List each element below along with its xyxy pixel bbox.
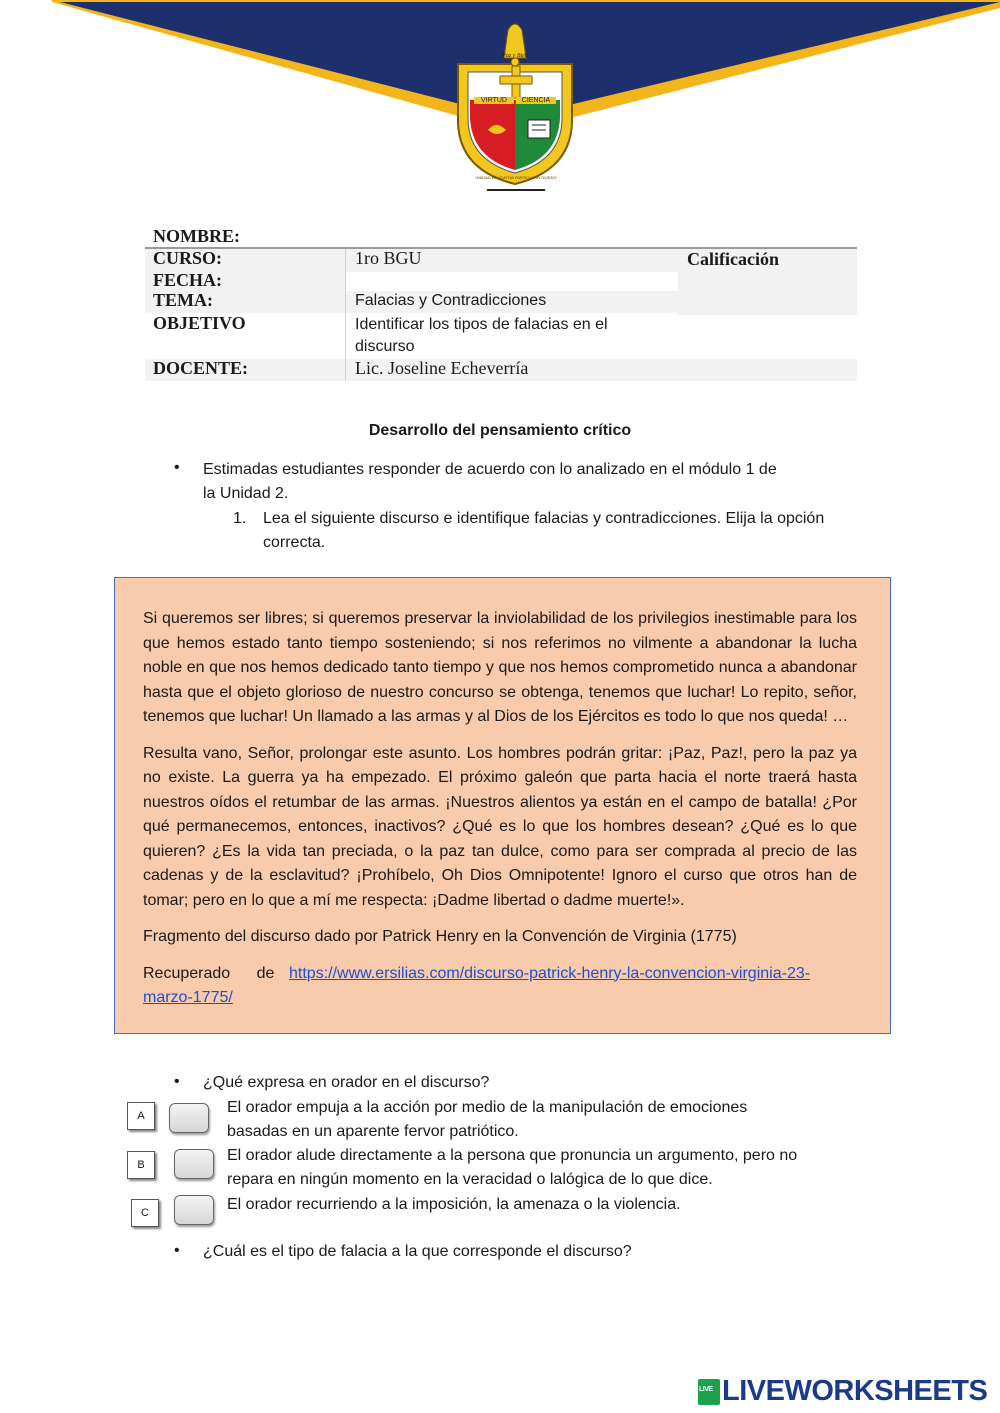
option-a-dropzone[interactable] <box>169 1103 209 1133</box>
question1-bullet: • <box>174 1073 180 1090</box>
section-title: Desarrollo del pensamiento crítico <box>368 422 632 439</box>
row-tema <box>145 291 857 313</box>
fecha-input[interactable] <box>345 272 678 292</box>
row-fecha <box>145 271 678 293</box>
logo-text: LIVEWORKSHEETS <box>722 1375 988 1407</box>
option-c-letter: C <box>131 1199 159 1227</box>
item-number: 1. <box>233 510 247 527</box>
quote-recuperado <box>143 962 857 1011</box>
crest-motto: Paz y Bien <box>502 53 528 59</box>
option-b-line2: repara en ningún momento en la veracidad o lalógica de lo que dice. <box>227 1171 713 1188</box>
question2-bullet: • <box>174 1242 180 1259</box>
objetivo-label: OBJETIVO <box>153 313 246 333</box>
calificacion-label: Calificación <box>687 249 779 269</box>
curso-value: 1ro BGU <box>355 248 422 268</box>
objetivo-line2: discurso <box>355 338 415 355</box>
objetivo-line1: Identificar los tipos de falacias en el <box>355 316 608 333</box>
source-link-line1[interactable]: https://www.ersilias.com/discurso-patrick-henry-la-convencion-virginia-23- <box>289 964 811 982</box>
option-a-line2: basadas en un aparente fervor patriótico. <box>227 1123 519 1140</box>
crest-label-left: VIRTUD <box>474 97 514 104</box>
row-objetivo <box>145 314 857 358</box>
option-a-letter: A <box>127 1102 155 1130</box>
instruction-line2: la Unidad 2. <box>203 485 289 502</box>
option-b-letter: B <box>127 1151 155 1179</box>
docente-label: DOCENTE: <box>153 358 249 378</box>
quote-box <box>114 577 891 1034</box>
school-crest <box>448 20 582 186</box>
docente-value: Lic. Joseline Echeverría <box>355 358 529 378</box>
item-line1: Lea el siguiente discurso e identifique falacias y contradicciones. Elija la opción <box>263 510 825 527</box>
logo-badge-icon <box>698 1379 720 1405</box>
quote-paragraph-1: Si queremos ser libres; si queremos preservar la inviolabilidad de los privilegios inestimable para los que hemos estado tanto tiempo sosteniendo; si nos referimos no vilmente a abandonar la lucha noble en que nos hemos dedicado tanto tiempo y que nos hemos comprometido nunca a abandonar hasta que el objeto glorioso de nuestro concurso se obtenga, tenemos que luchar! Lo repito, señor, tenemos que luchar! Un llamado a las armas y al Dios de los Ejércitos es todo lo que nos queda! … <box>143 610 857 725</box>
source-link-line2[interactable]: marzo-1775/ <box>143 989 233 1006</box>
crest-ring-text: UNIDAD EDUCATIVA PARTICULAR OVIEDO <box>475 175 557 180</box>
nombre-label: NOMBRE: <box>153 226 240 246</box>
option-b-line1: El orador alude directamente a la persona que pronuncia un argumento, pero no <box>227 1147 798 1164</box>
quote-paragraph-2: Resulta vano, Señor, prolongar este asunto. Los hombres podrán gritar: ¡Paz, Paz!, pero la paz ya no existe. La guerra ya ha empezado. El próximo galeón que parta hacia el norte traerá hasta nuestros oídos el retumbar de las armas. ¡Nuestros alientos ya están en el campo de batalla! ¿Por qué permanecemos, entonces, inactivos? ¿Qué es lo que los hombres desean? ¿Qué es lo que quieren? ¿Es la vida tan preciada, o la paz tan dulce, como para ser comprada al precio de las cadenas y de la esclavitud? ¡Prohíbelo, Oh Dios Omnipotente! Ignoro el curso que otros han de tomar; pero en lo que a mí me respecta: ¡Dadme libertad o dadme muerte!». <box>143 744 857 909</box>
tema-label: TEMA: <box>153 290 213 310</box>
option-b-dropzone[interactable] <box>174 1149 214 1179</box>
item-line2: correcta. <box>263 534 326 551</box>
row-nombre <box>145 227 857 249</box>
option-c-dropzone[interactable] <box>174 1195 214 1225</box>
option-c-line1: El orador recurriendo a la imposición, la amenaza o la violencia. <box>227 1196 681 1213</box>
liveworksheets-logo <box>698 1375 994 1411</box>
tema-value: Falacias y Contradicciones <box>355 292 547 309</box>
bullet-dot: • <box>174 459 180 476</box>
fecha-label: FECHA: <box>153 270 222 290</box>
option-a-line1: El orador empuja a la acción por medio de la manipulación de emociones <box>227 1099 748 1116</box>
question2-text: ¿Cuál es el tipo de falacia a la que corresponde el discurso? <box>203 1243 632 1260</box>
table-column-divider <box>345 249 346 381</box>
instruction-line1: Estimadas estudiantes responder de acuerdo con lo analizado en el módulo 1 de <box>203 461 777 478</box>
recuperado-label: Recuperado de <box>143 964 275 982</box>
crest-label-right: CIENCIA <box>516 97 556 104</box>
row-docente <box>145 359 857 381</box>
logo-badge-text: LIVE <box>699 1386 713 1393</box>
curso-label: CURSO: <box>153 248 223 268</box>
question1-text: ¿Qué expresa en orador en el discurso? <box>203 1074 490 1091</box>
quote-source: Fragmento del discurso dado por Patrick Henry en la Convención de Virginia (1775) <box>143 928 737 945</box>
